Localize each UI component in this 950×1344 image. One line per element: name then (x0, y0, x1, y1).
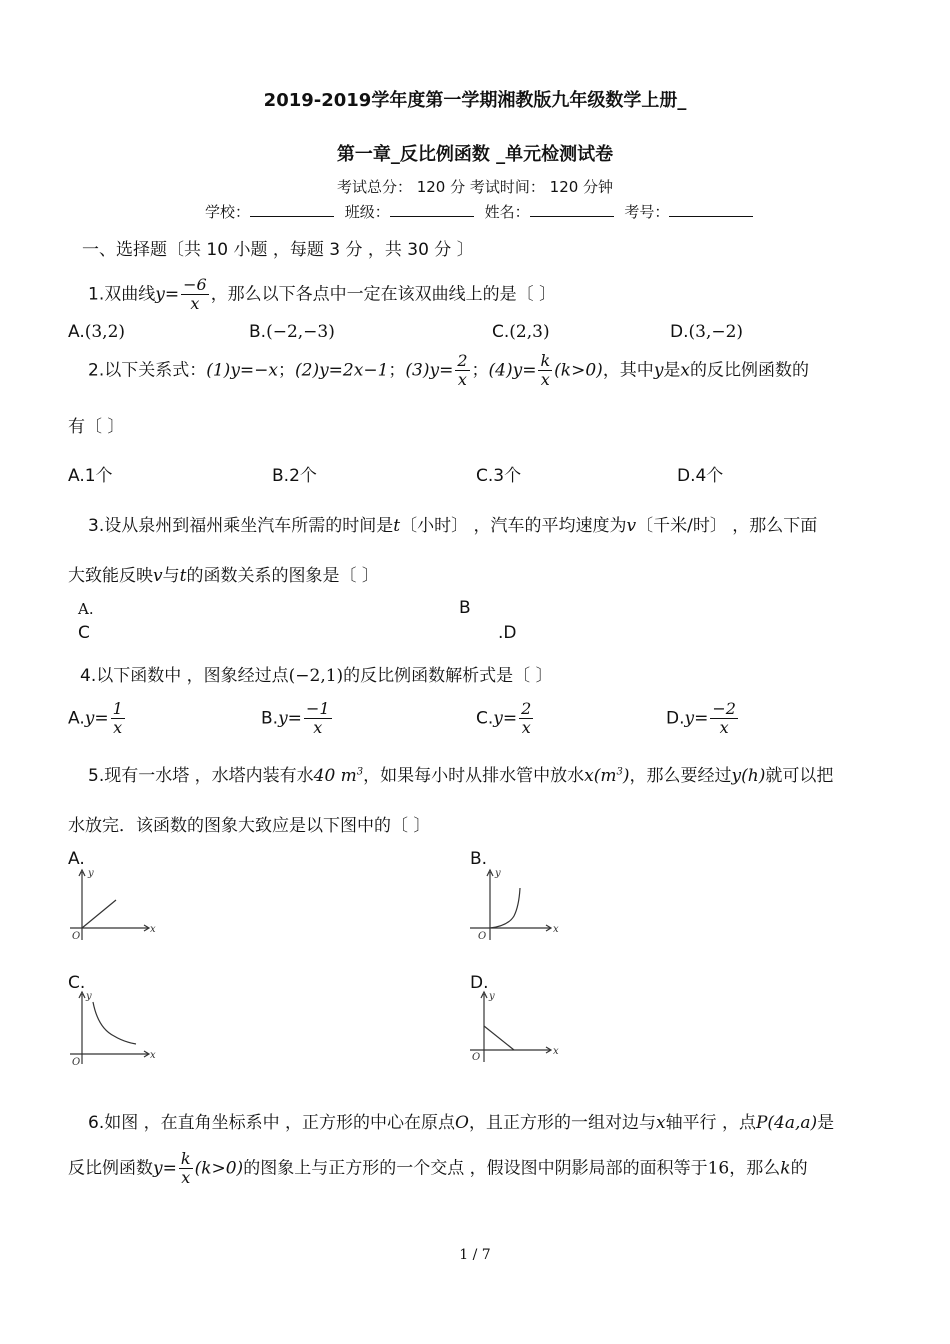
q5-d-x-label: x (553, 1046, 559, 1057)
q1-suffix: ，那么以下各点中一定在该双曲线上的是〔 〕 (210, 284, 557, 305)
q4-c-fraction (519, 700, 533, 737)
q4-option-c[interactable] (476, 700, 535, 737)
q4-option-b[interactable] (261, 700, 334, 737)
q2-option-c[interactable]: C.3个 (476, 466, 522, 486)
q3-text-a: 3.设从泉州到福州乘坐汽车所需的时间是 (88, 516, 394, 536)
q5-d-origin: O (472, 1052, 481, 1063)
question-1 (88, 276, 556, 313)
q3-line2-t: t (179, 566, 187, 586)
q5-c-origin: O (72, 1057, 81, 1068)
q2-sep-3: ； (471, 360, 489, 381)
q2-r4-den: x (540, 370, 550, 389)
q6-den: x (181, 1168, 191, 1187)
page-number: 1 / 7 (459, 1247, 491, 1263)
q5-text-c: ，那么要经过 (629, 766, 732, 786)
q1-fraction (181, 276, 209, 313)
q6-line2-a: 反比例函数 (68, 1158, 153, 1179)
q4-c-den: x (521, 718, 531, 737)
q1-c-value: (2,3) (509, 322, 550, 342)
q5-option-a[interactable]: A. (68, 849, 85, 869)
q4-option-a[interactable] (68, 700, 127, 737)
q1-prefix: 1.双曲线 (88, 284, 156, 305)
q2-suffix-c: 的反比例函数的 (690, 360, 810, 381)
q5-a-curve (82, 900, 116, 928)
q1-b-label: B. (249, 322, 267, 342)
q4-option-d[interactable] (666, 700, 740, 737)
q6-line2-b: 的图象上与正方形的一个交点 ，假设图中阴影局部的面积等于 (243, 1158, 708, 1179)
q5-line-2: 水放完．该函数的图象大致应是以下图中的〔 〕 (68, 816, 431, 836)
exam-info: 考试总分： 120 分 考试时间： 120 分钟 (336, 178, 614, 196)
q1-d-value: (3,−2) (688, 322, 744, 342)
q3-line2-b: 与 (162, 566, 180, 586)
school-blank[interactable] (250, 202, 334, 217)
q5-d-y-label: y (489, 991, 495, 1002)
q6-line2-c: ，那么 (729, 1158, 781, 1179)
q4-b-label: B. (261, 708, 279, 729)
q4-b-fraction (304, 700, 332, 737)
q2-relation-1: (1)y=−x (206, 360, 278, 381)
q2-prefix: 2.以下关系式： (88, 360, 207, 381)
school-label: 学校： (205, 203, 251, 221)
question-5 (88, 761, 833, 786)
q2-relation-3: (3)y= (405, 360, 454, 381)
q4-a-num: 1 (112, 699, 123, 718)
q3-option-d[interactable]: .D (498, 623, 517, 643)
q5-option-d[interactable]: D. (470, 973, 489, 993)
q2-relation-4: (4)y= (488, 360, 537, 381)
q2-sep-1: ； (278, 360, 295, 381)
q2-r4-num: k (540, 351, 551, 370)
q5-x-unit-end: ) (622, 766, 630, 786)
q2-y: y (653, 360, 664, 381)
q1-option-c[interactable] (492, 322, 550, 342)
q5-volume-sup: 3 (356, 766, 364, 778)
q5-option-c[interactable]: C. (68, 973, 86, 993)
q3-text-c: 〔千米/时〕 ，那么下面 (636, 516, 818, 536)
question-6 (88, 1108, 834, 1133)
q6-text-b: ，且正方形的一组对边与 (468, 1113, 656, 1133)
q4-d-den: x (719, 718, 729, 737)
q3-t: t (393, 516, 401, 536)
q5-b-origin: O (478, 931, 487, 942)
q4-a-den: x (113, 718, 123, 737)
q1-option-a[interactable] (68, 322, 125, 342)
q5-text-a: 5.现有一水塔 ，水塔内装有水 (88, 766, 314, 786)
q6-k: k (780, 1158, 791, 1179)
q2-condition: (k>0) (554, 360, 603, 381)
q4-d-num: −2 (712, 699, 736, 718)
q4-c-num: 2 (521, 699, 532, 718)
q5-c-curve (93, 1002, 136, 1044)
q2-option-a[interactable]: A.1个 (68, 466, 113, 486)
q3-option-b[interactable]: B (459, 598, 471, 618)
q1-y-eq: y= (155, 284, 180, 305)
q6-num: k (180, 1149, 191, 1168)
q5-b-y-label: y (495, 868, 501, 879)
class-label: 班级： (344, 203, 390, 221)
q5-y-unit: y(h) (731, 766, 766, 786)
q2-option-b[interactable]: B.2个 (272, 466, 317, 486)
q4-d-y: y= (684, 708, 709, 729)
q5-text-d: 就可以把 (765, 766, 834, 786)
q4-b-den: x (313, 718, 323, 737)
q5-option-b[interactable]: B. (470, 849, 488, 869)
question-4 (80, 661, 553, 686)
section-heading: 一、选择题〔共 10 小题 ，每题 3 分 ，共 30 分 〕 (82, 240, 474, 260)
name-blank[interactable] (530, 202, 614, 217)
q6-origin: O (455, 1113, 469, 1133)
q4-a-y: y= (84, 708, 109, 729)
q5-graph-d (466, 988, 566, 1068)
q1-a-label: A. (68, 322, 85, 342)
q5-b-curve (490, 888, 520, 928)
q2-r3-num: 2 (457, 351, 468, 370)
q5-d-curve (484, 1026, 514, 1050)
q4-b-num: −1 (305, 699, 330, 718)
q5-a-origin: O (72, 931, 81, 942)
q1-d-label: D. (670, 322, 689, 342)
q3-option-a[interactable]: A. (78, 600, 94, 618)
q1-option-b[interactable] (249, 322, 335, 342)
q2-r3-den: x (457, 370, 467, 389)
q5-graph-c (66, 988, 166, 1068)
q4-b-y: y= (278, 708, 302, 729)
q2-line-2: 有〔 〕 (68, 417, 125, 437)
q1-c-label: C. (492, 322, 510, 342)
title-line-2: 第一章_反比例函数 _单元检测试卷 (336, 144, 614, 165)
q6-text-d: 是 (817, 1113, 835, 1133)
q3-line-2 (68, 561, 379, 586)
q6-text-c: 轴平行 ，点 (665, 1113, 756, 1133)
q4-d-fraction (710, 700, 738, 737)
q4-a-fraction (111, 700, 125, 737)
class-blank[interactable] (390, 202, 474, 217)
q5-c-y-label: y (86, 991, 92, 1002)
q1-num: −6 (183, 275, 207, 294)
number-blank[interactable] (669, 202, 753, 217)
student-info-row (205, 201, 753, 222)
q3-line2-a: 大致能反映 (68, 566, 153, 586)
q3-option-c[interactable]: C (78, 623, 90, 643)
title-line-1: 2019-2019学年度第一学期湘教版九年级数学上册_ (263, 90, 687, 111)
q2-option-d[interactable]: D.4个 (677, 466, 724, 486)
q6-area: 16 (707, 1158, 730, 1179)
q2-relation-2: (2)y=2x−1 (295, 360, 389, 381)
q6-line2-d: 的 (790, 1158, 808, 1179)
q2-suffix-a: ，其中 (602, 360, 654, 381)
q6-point: P(4a,a) (755, 1113, 818, 1133)
q1-den: x (190, 294, 200, 313)
q1-b-value: (−2,−3) (266, 322, 335, 342)
q6-condition: (k>0) (194, 1158, 244, 1179)
question-3 (88, 511, 817, 536)
q5-b-x-label: x (553, 924, 559, 935)
q4-prefix: 4.以下函数中 ，图象经过点 (80, 666, 289, 686)
q3-v: v (626, 516, 637, 536)
q5-c-x-label: x (150, 1050, 156, 1061)
question-2 (88, 352, 809, 389)
q4-d-label: D. (666, 708, 685, 729)
q5-graph-a (66, 866, 166, 946)
q4-a-label: A. (68, 708, 85, 729)
q2-suffix-b: 是 (663, 360, 681, 381)
q6-text-a: 6.如图 ，在直角坐标系中 ，正方形的中心在原点 (88, 1113, 456, 1133)
q5-volume: 40 m (313, 766, 357, 786)
q6-x: x (655, 1113, 666, 1133)
q5-x-unit: x(m (584, 766, 617, 786)
q4-point: (−2,1) (288, 666, 344, 686)
q5-a-y-label: y (88, 868, 94, 879)
name-label: 姓名： (484, 203, 530, 221)
q2-fraction-4 (538, 352, 552, 389)
q2-sep-2: ； (388, 360, 406, 381)
q5-text-b: ，如果每小时从排水管中放水 (363, 766, 585, 786)
q3-text-b: 〔小时〕 ，汽车的平均速度为 (400, 516, 627, 536)
q3-line2-v: v (153, 566, 163, 586)
q4-suffix: 的反比例函数解析式是〔 〕 (343, 666, 553, 686)
q1-a-value: (3,2) (84, 322, 126, 342)
q6-fraction (179, 1150, 193, 1187)
q5-x-sup: 3 (616, 766, 623, 778)
q5-graph-b (466, 866, 566, 946)
q1-option-d[interactable] (670, 322, 743, 342)
q4-c-label: C. (476, 708, 494, 729)
q3-line2-c: 的函数关系的图象是〔 〕 (186, 566, 379, 586)
q5-a-x-label: x (150, 924, 156, 935)
q2-fraction-3 (455, 352, 469, 389)
q2-x: x (680, 360, 691, 381)
q4-c-y: y= (493, 708, 518, 729)
q6-line-2 (68, 1150, 808, 1187)
q6-y-eq: y= (153, 1158, 177, 1179)
number-label: 考号： (624, 203, 670, 221)
